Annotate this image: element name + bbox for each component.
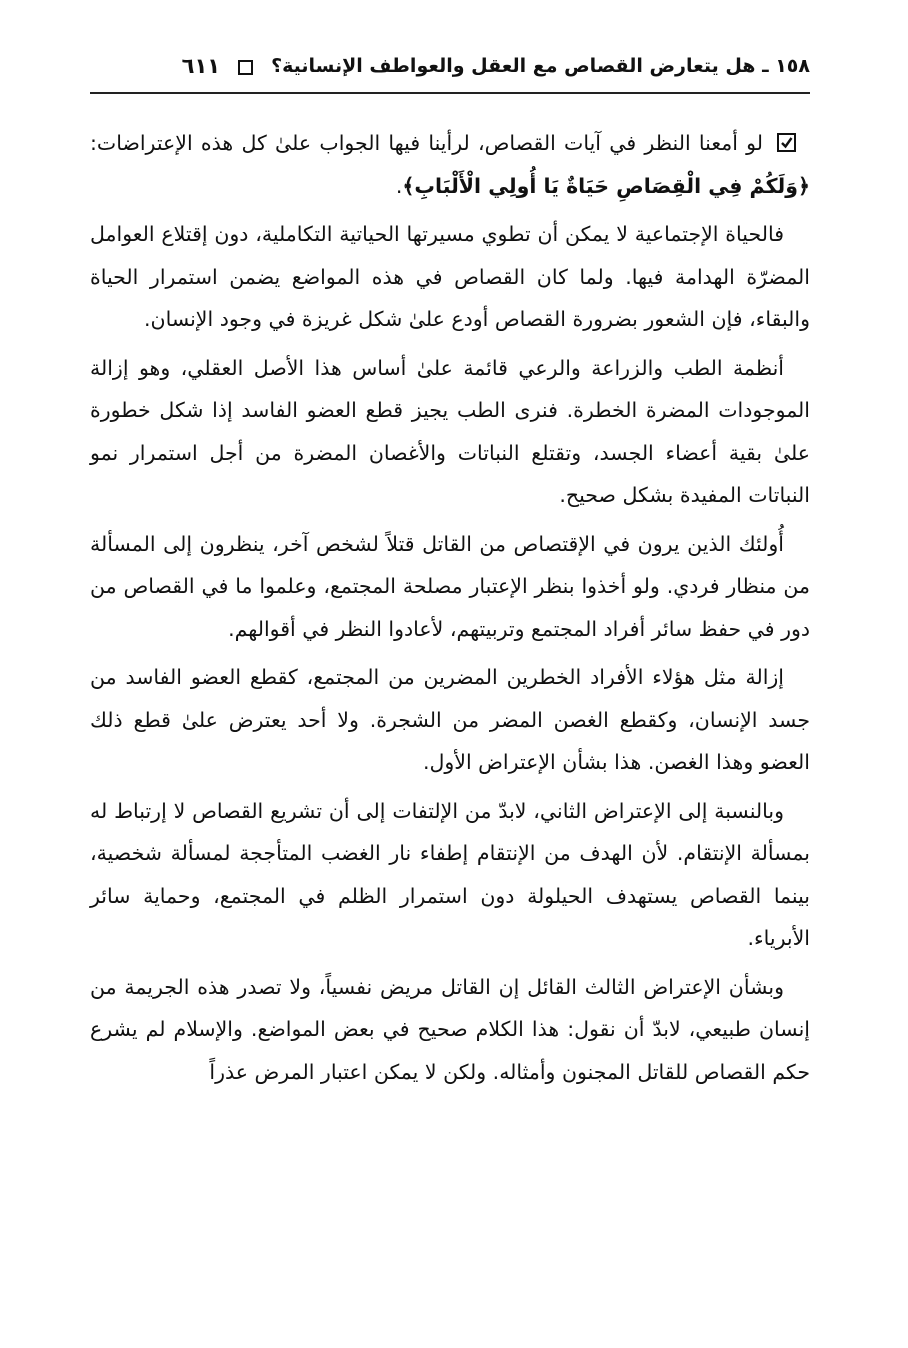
page-number: ٦١١ xyxy=(181,54,221,78)
paragraph-2: فالحياة الإجتماعية لا يمكن أن تطوي مسيرتها الحياتية التكاملية، دون إقتلاع العوامل المضرّة الهدامة فيها. ولما كان القصاص في هذه المواضع يضمن استمرار الحياة والبقاء، فإن الشعور بضرورة القصاص أودع علىٰ شكل غريزة في وجود الإنسان. xyxy=(90,222,810,331)
paragraph-1-lead: لو أمعنا النظر في آيات القصاص، لرأينا فيها الجواب علىٰ كل هذه الإعتراضات: xyxy=(90,131,763,155)
paragraph-7: وبشأن الإعتراض الثالث القائل إن القاتل مريض نفسياً، ولا تصدر هذه الجريمة من إنسان طبيعي، لابدّ أن نقول: هذا الكلام صحيح في بعض المواضع. والإسلام لم يشرع حكم القصاص للقاتل المجنون وأمثاله. ولكن لا يمكن اعتبار المرض عذراً xyxy=(90,974,810,1084)
square-separator-icon xyxy=(238,60,253,75)
chapter-title: ١٥٨ ـ هل يتعارض القصاص مع العقل والعواطف الإنسانية؟ xyxy=(271,55,810,77)
running-header xyxy=(90,40,818,92)
page-body xyxy=(90,122,818,1093)
paragraph-4: أُولئك الذين يرون في الإقتصاص من القاتل قتلاً لشخص آخر، ينظرون إلى المسألة من منظار فردي. ولو أخذوا بنظر الإعتبار مصلحة المجتمع، وعلموا ما في القصاص من دور في حفظ سائر أفراد المجتمع وتربيتهم، لأعادوا النظر في أقوالهم. xyxy=(90,531,810,641)
book-page xyxy=(90,40,818,1330)
paragraph-3: أنظمة الطب والزراعة والرعي قائمة علىٰ أساس هذا الأصل العقلي، وهو إزالة الموجودات المضرة الخطرة. فنرى الطب يجيز قطع العضو الفاسد إذا شكل خطورة علىٰ بقية أعضاء الجسد، وتقتلع النباتات والأغصان المضرة من أجل استمرار نمو النباتات المفيدة بشكل صحيح. xyxy=(90,355,810,507)
header-divider xyxy=(90,92,810,94)
paragraph-5: إزالة مثل هؤلاء الأفراد الخطرين المضرين من المجتمع، كقطع العضو الفاسد من جسد الإنسان، وكقطع الغصن المضر من الشجرة. ولا أحد يعترض علىٰ قطع ذلك العضو وهذا الغصن. هذا بشأن الإعتراض الأول. xyxy=(90,665,810,774)
checkbox-icon xyxy=(777,133,796,152)
paragraph-6: وبالنسبة إلى الإعتراض الثاني، لابدّ من الإلتفات إلى أن تشريع القصاص لا إرتباط له بمسألة الإنتقام. لأن الهدف من الإنتقام إطفاء نار الغضب المتأججة لمسألة شخصية، بينما القصاص يستهدف الحيلولة دون استمرار الظلم في المجتمع، وحماية سائر الأبرياء. xyxy=(90,798,810,950)
paragraph-1-end: . xyxy=(395,173,403,198)
quran-verse: ﴿وَلَكُمْ فِي الْقِصَاصِ حَيَاةٌ يَا أُولِي الْأَلْبَابِ﴾ xyxy=(402,173,810,198)
paragraph-1 xyxy=(90,122,810,207)
